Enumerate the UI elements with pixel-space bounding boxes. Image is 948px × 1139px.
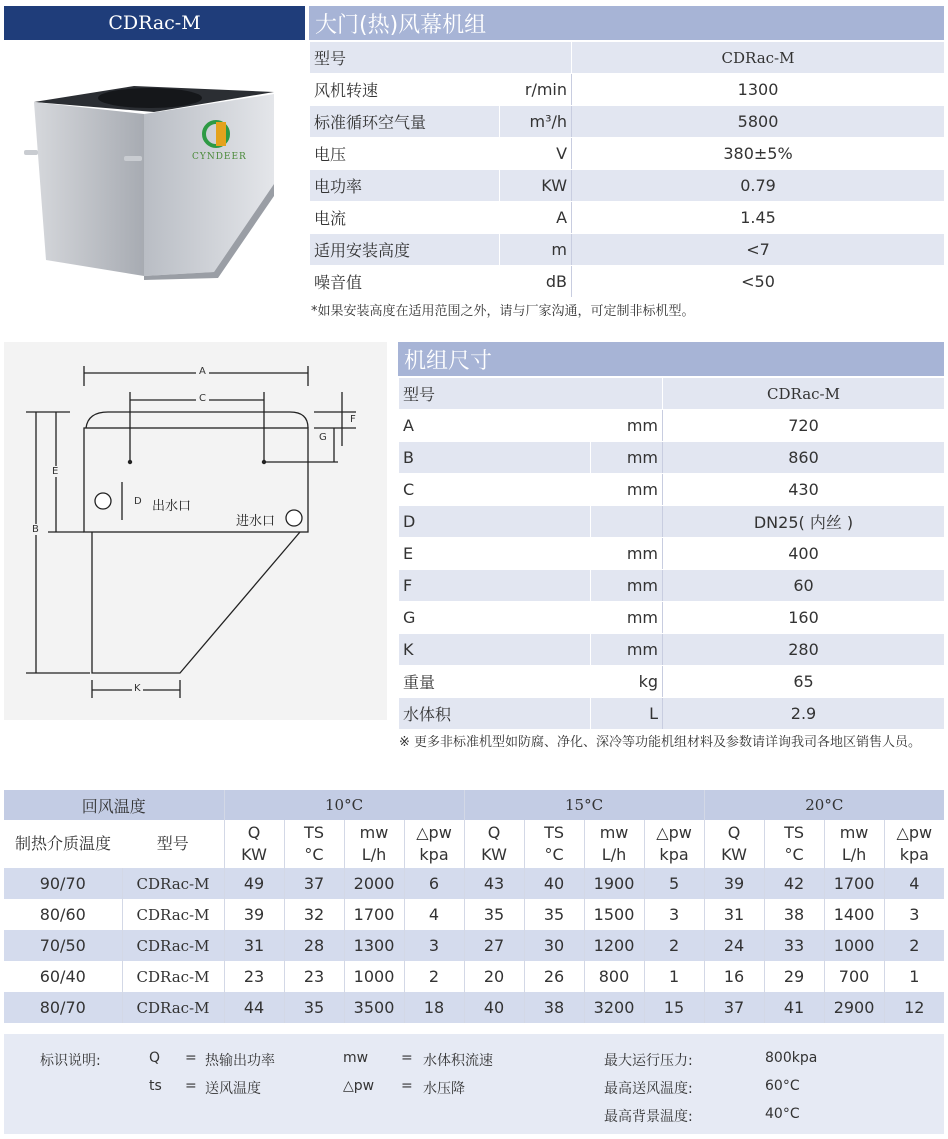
legend-q-eq: =: [185, 1050, 197, 1066]
dimension-diagram: [4, 342, 387, 720]
perf-value-cell: 700: [824, 961, 884, 992]
perf-row: [4, 961, 944, 992]
perf-value-cell: 1: [644, 961, 704, 992]
inlet-label: 进水口: [236, 514, 276, 529]
spec-unit: m: [500, 234, 572, 266]
perf-row: [4, 868, 944, 899]
dims-unit: mm: [591, 442, 663, 474]
max-ambient-value: 40°C: [765, 1106, 800, 1122]
spec-label: 适用安装高度: [310, 234, 500, 266]
dims-label: A: [399, 410, 591, 442]
perf-value-cell: 35: [284, 992, 344, 1023]
legend-ts-symbol: ts: [149, 1078, 162, 1094]
dim-label-c: C: [196, 393, 209, 404]
model-cell: CDRac-M: [122, 961, 224, 992]
perf-value-cell: 1000: [344, 961, 404, 992]
temp-header: 10°C: [224, 790, 464, 820]
model-banner-text: CDRac-M: [108, 12, 201, 34]
model-banner: [4, 6, 305, 40]
dim-label-e: E: [52, 466, 59, 477]
sub-header-pw: △pw kpa: [884, 820, 944, 868]
dims-unit: mm: [591, 602, 663, 634]
spec-title-text: 大门(热)风幕机组: [315, 12, 487, 38]
dim-label-b: B: [32, 524, 39, 535]
max-pressure-value: 800kpa: [765, 1050, 818, 1066]
sub-header-ts: TS °C: [764, 820, 824, 868]
spec-row: [310, 170, 945, 202]
dims-label: B: [399, 442, 591, 474]
perf-value-cell: 20: [464, 961, 524, 992]
air-curtain-illustration: [20, 80, 288, 280]
dim-label-k: K: [134, 683, 141, 694]
sub-header-ts: TS °C: [284, 820, 344, 868]
inlet-port: [286, 510, 302, 526]
medium-label: 制热介质温度: [4, 820, 122, 868]
medium-temp-cell: 80/70: [4, 992, 122, 1023]
dims-value: 720: [663, 410, 945, 442]
spec-value: 1300: [572, 74, 945, 106]
perf-value-cell: 15: [644, 992, 704, 1023]
perf-value-cell: 1: [884, 961, 944, 992]
model-cell: CDRac-M: [122, 868, 224, 899]
perf-header-columns: [4, 820, 944, 868]
perf-value-cell: 3500: [344, 992, 404, 1023]
dims-unit: mm: [591, 538, 663, 570]
dims-value: 430: [663, 474, 945, 506]
spec-header-row: [310, 42, 945, 74]
perf-value-cell: 800: [584, 961, 644, 992]
dims-row: [399, 474, 945, 506]
dims-row: [399, 666, 945, 698]
dims-value: 2.9: [663, 698, 945, 730]
perf-value-cell: 2000: [344, 868, 404, 899]
legend-pw-symbol: △pw: [343, 1078, 375, 1094]
dims-header-value: CDRac-M: [663, 378, 945, 410]
medium-temp-cell: 90/70: [4, 868, 122, 899]
spec-unit: m³/h: [500, 106, 572, 138]
perf-value-cell: 37: [704, 992, 764, 1023]
medium-temp-cell: 60/40: [4, 961, 122, 992]
perf-value-cell: 3: [884, 899, 944, 930]
dims-value: 280: [663, 634, 945, 666]
perf-value-cell: 49: [224, 868, 284, 899]
spec-section-title: [309, 6, 944, 40]
perf-value-cell: 3: [644, 899, 704, 930]
dim-label-d: D: [134, 496, 142, 507]
spec-label: 风机转速: [310, 74, 500, 106]
legend-ts-eq: =: [185, 1078, 197, 1094]
perf-value-cell: 23: [284, 961, 344, 992]
outlet-label: 出水口: [152, 499, 192, 514]
dims-value: 860: [663, 442, 945, 474]
spec-row: [310, 234, 945, 266]
outlet-port: [95, 493, 111, 509]
perf-value-cell: 26: [524, 961, 584, 992]
perf-value-cell: 12: [884, 992, 944, 1023]
spec-unit: V: [500, 138, 572, 170]
spec-header-label: 型号: [310, 42, 572, 74]
perf-value-cell: 38: [764, 899, 824, 930]
dims-header-label: 型号: [399, 378, 663, 410]
temp-header: 15°C: [464, 790, 704, 820]
brand-logo-text: CYNDEER: [192, 152, 247, 162]
dims-value: DN25( 内丝 ): [663, 506, 945, 538]
performance-table: [4, 790, 944, 1023]
perf-row: [4, 899, 944, 930]
dims-value: 400: [663, 538, 945, 570]
dims-note: ※ 更多非标准机型如防腐、净化、深冷等功能机组材料及参数请详询我司各地区销售人员。: [399, 735, 922, 750]
dims-title-text: 机组尺寸: [404, 348, 493, 374]
model-cell: CDRac-M: [122, 992, 224, 1023]
perf-value-cell: 6: [404, 868, 464, 899]
spec-value: 1.45: [572, 202, 945, 234]
sub-header-mw: mw L/h: [824, 820, 884, 868]
dims-label: G: [399, 602, 591, 634]
spec-row: [310, 138, 945, 170]
perf-value-cell: 4: [404, 899, 464, 930]
dims-label: D: [399, 506, 591, 538]
dim-label-g: G: [319, 432, 327, 443]
dims-row: [399, 442, 945, 474]
perf-value-cell: 43: [464, 868, 524, 899]
legend-q-symbol: Q: [149, 1050, 161, 1066]
sub-header-ts: TS °C: [524, 820, 584, 868]
perf-value-cell: 1200: [584, 930, 644, 961]
spec-header-value: CDRac-M: [572, 42, 945, 74]
dims-unit: [591, 506, 663, 538]
perf-value-cell: 42: [764, 868, 824, 899]
perf-value-cell: 23: [224, 961, 284, 992]
dims-value: 65: [663, 666, 945, 698]
perf-value-cell: 1500: [584, 899, 644, 930]
legend-mw-symbol: mw: [343, 1050, 369, 1066]
sub-header-q: Q KW: [464, 820, 524, 868]
perf-value-cell: 2: [884, 930, 944, 961]
perf-value-cell: 31: [704, 899, 764, 930]
dims-unit: L: [591, 698, 663, 730]
perf-value-cell: 18: [404, 992, 464, 1023]
spec-row: [310, 106, 945, 138]
sub-header-pw: △pw kpa: [644, 820, 704, 868]
perf-value-cell: 24: [704, 930, 764, 961]
dims-value: 160: [663, 602, 945, 634]
dim-label-f: F: [350, 414, 356, 425]
legend-title: 标识说明:: [40, 1053, 101, 1069]
dims-label: F: [399, 570, 591, 602]
dims-label: K: [399, 634, 591, 666]
spec-unit: KW: [500, 170, 572, 202]
spec-label: 电流: [310, 202, 500, 234]
legend-mw-desc: 水体积流速: [423, 1053, 493, 1069]
spec-row: [310, 74, 945, 106]
spec-label: 标准循环空气量: [310, 106, 500, 138]
dims-row: [399, 506, 945, 538]
perf-value-cell: 4: [884, 868, 944, 899]
perf-value-cell: 1900: [584, 868, 644, 899]
spec-label: 电功率: [310, 170, 500, 202]
perf-row: [4, 992, 944, 1023]
spec-value: 0.79: [572, 170, 945, 202]
dims-header-row: [399, 378, 945, 410]
dims-section-title: [398, 342, 944, 376]
temp-header: 20°C: [704, 790, 944, 820]
spec-unit: r/min: [500, 74, 572, 106]
dims-label: 水体积: [399, 698, 591, 730]
spec-label: 电压: [310, 138, 500, 170]
dims-label: 重量: [399, 666, 591, 698]
perf-value-cell: 30: [524, 930, 584, 961]
sub-header-q: Q KW: [704, 820, 764, 868]
max-pressure-label: 最大运行压力:: [604, 1053, 693, 1069]
perf-value-cell: 2: [404, 961, 464, 992]
dims-unit: kg: [591, 666, 663, 698]
spec-value: <7: [572, 234, 945, 266]
perf-value-cell: 32: [284, 899, 344, 930]
dims-row: [399, 602, 945, 634]
spec-row: [310, 202, 945, 234]
perf-value-cell: 38: [524, 992, 584, 1023]
dims-label: C: [399, 474, 591, 506]
dims-value: 60: [663, 570, 945, 602]
perf-value-cell: 3200: [584, 992, 644, 1023]
sub-header-mw: mw L/h: [344, 820, 404, 868]
spec-unit: A: [500, 202, 572, 234]
perf-value-cell: 2: [644, 930, 704, 961]
perf-value-cell: 40: [524, 868, 584, 899]
spec-row: [310, 266, 945, 298]
dims-row: [399, 634, 945, 666]
perf-value-cell: 16: [704, 961, 764, 992]
legend-ts-desc: 送风温度: [205, 1081, 261, 1097]
return-air-label: 回风温度: [4, 790, 224, 820]
model-cell: CDRac-M: [122, 899, 224, 930]
perf-value-cell: 33: [764, 930, 824, 961]
legend-q-desc: 热输出功率: [205, 1053, 275, 1069]
perf-value-cell: 37: [284, 868, 344, 899]
sub-header-q: Q KW: [224, 820, 284, 868]
perf-value-cell: 1400: [824, 899, 884, 930]
perf-header-temps: [4, 790, 944, 820]
perf-value-cell: 1300: [344, 930, 404, 961]
spec-table: [309, 41, 945, 298]
perf-value-cell: 3: [404, 930, 464, 961]
model-label: 型号: [122, 820, 224, 868]
perf-value-cell: 40: [464, 992, 524, 1023]
medium-temp-cell: 80/60: [4, 899, 122, 930]
perf-value-cell: 2900: [824, 992, 884, 1023]
dims-label: E: [399, 538, 591, 570]
sub-header-pw: △pw kpa: [404, 820, 464, 868]
max-ambient-label: 最高背景温度:: [604, 1109, 693, 1125]
perf-value-cell: 39: [704, 868, 764, 899]
perf-value-cell: 31: [224, 930, 284, 961]
dims-row: [399, 698, 945, 730]
dim-label-a: A: [196, 366, 209, 377]
legend-mw-eq: =: [401, 1050, 413, 1066]
perf-value-cell: 39: [224, 899, 284, 930]
product-photo: [20, 80, 288, 280]
legend-panel: [4, 1034, 944, 1134]
perf-value-cell: 35: [524, 899, 584, 930]
spec-unit: dB: [500, 266, 572, 298]
dims-unit: mm: [591, 410, 663, 442]
perf-value-cell: 41: [764, 992, 824, 1023]
perf-row: [4, 930, 944, 961]
sub-header-mw: mw L/h: [584, 820, 644, 868]
perf-value-cell: 1700: [824, 868, 884, 899]
perf-value-cell: 5: [644, 868, 704, 899]
dims-row: [399, 570, 945, 602]
perf-value-cell: 29: [764, 961, 824, 992]
dims-unit: mm: [591, 474, 663, 506]
perf-value-cell: 28: [284, 930, 344, 961]
spec-value: <50: [572, 266, 945, 298]
spec-note: *如果安装高度在适用范围之外，请与厂家沟通，可定制非标机型。: [311, 304, 695, 319]
perf-value-cell: 1000: [824, 930, 884, 961]
model-cell: CDRac-M: [122, 930, 224, 961]
dims-row: [399, 538, 945, 570]
legend-pw-eq: =: [401, 1078, 413, 1094]
spec-label: 噪音值: [310, 266, 500, 298]
spec-value: 380±5%: [572, 138, 945, 170]
perf-value-cell: 27: [464, 930, 524, 961]
perf-value-cell: 44: [224, 992, 284, 1023]
dims-unit: mm: [591, 634, 663, 666]
medium-temp-cell: 70/50: [4, 930, 122, 961]
dims-unit: mm: [591, 570, 663, 602]
perf-value-cell: 35: [464, 899, 524, 930]
perf-value-cell: 1700: [344, 899, 404, 930]
spec-value: 5800: [572, 106, 945, 138]
max-supply-value: 60°C: [765, 1078, 800, 1094]
legend-pw-desc: 水压降: [423, 1081, 465, 1097]
dims-row: [399, 410, 945, 442]
max-supply-label: 最高送风温度:: [604, 1081, 693, 1097]
dims-table: [398, 377, 945, 730]
